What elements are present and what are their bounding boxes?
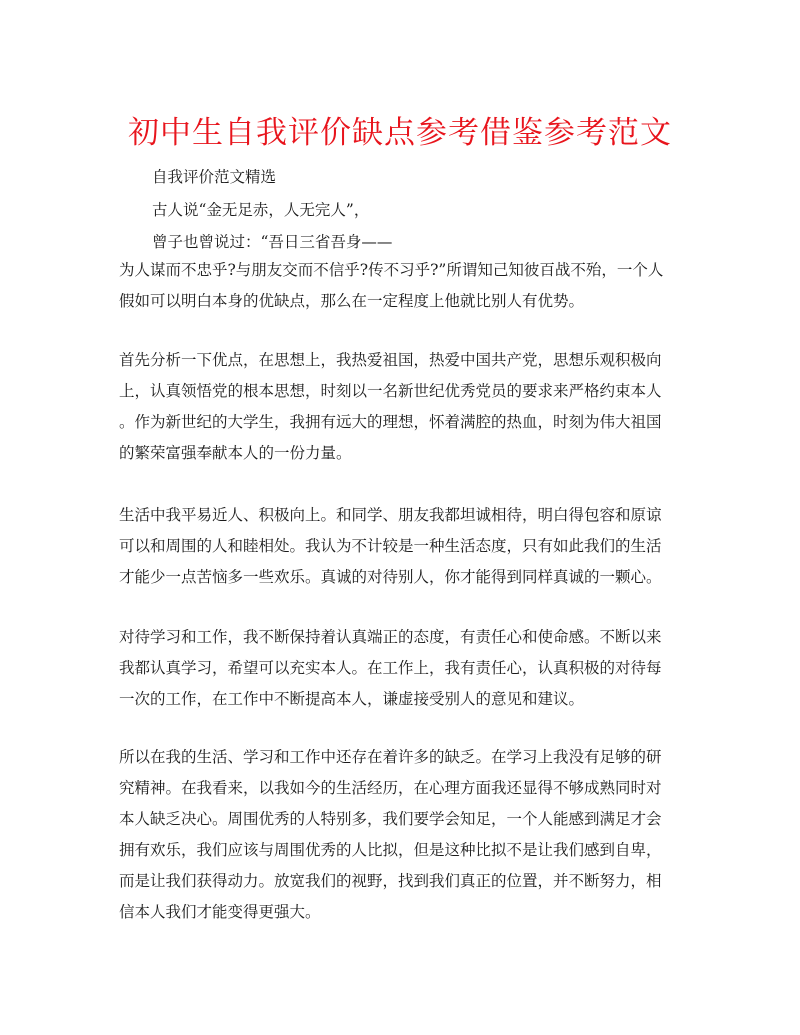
paragraph-line: 首先分析一下优点，在思想上，我热爱祖国，热爱中国共产党，思想乐观积极向 — [119, 351, 662, 369]
paragraph-line: 信本人我们才能变得更强大。 — [119, 903, 321, 921]
paragraph-line: 对待学习和工作，我不断保持着认真端正的态度，有责任心和使命感。不断以来 — [119, 628, 662, 646]
paragraph-line: 的繁荣富强奉献本人的一份力量。 — [119, 444, 352, 462]
paragraph — [119, 742, 679, 928]
intro-line: 曾子也曾说过：“吾日三省吾身—— — [152, 233, 393, 251]
intro-line: 自我评价范文精选 — [152, 168, 277, 186]
paragraph-line: 假如可以明白本身的优缺点，那么在一定程度上他就比别人有优势。 — [119, 292, 585, 310]
paragraph-line: 本人缺乏决心。周围优秀的人特别多，我们要学会知足，一个人能感到满足才会 — [119, 810, 662, 828]
paragraph — [119, 622, 679, 715]
paragraph-line: 才能少一点苦恼多一些欢乐。真诚的对待别人，你才能得到同样真诚的一颗心。 — [119, 568, 662, 586]
document-title: 初中生自我评价缺点参考借鉴参考范文 — [128, 115, 672, 151]
paragraph-line: 究精神。在我看来，以我如今的生活经历，在心理方面我还显得不够成熟同时对 — [119, 779, 662, 797]
paragraph-line: 上，认真领悟党的根本思想，时刻以一名新世纪优秀党员的要求来严格约束本人 — [119, 382, 662, 400]
paragraph-line: 一次的工作，在工作中不断提高本人，谦虚接受别人的意见和建议。 — [119, 690, 585, 708]
paragraph-line: 生活中我平易近人、积极向上。和同学、朋友我都坦诚相待，明白得包容和原谅 — [119, 506, 662, 524]
paragraph — [119, 345, 679, 469]
paragraph — [119, 500, 679, 593]
paragraph-line: 可以和周围的人和睦相处。我认为不计较是一种生活态度，只有如此我们的生活 — [119, 537, 662, 555]
paragraph-line: 而是让我们获得动力。放宽我们的视野，找到我们真正的位置，并不断努力，相 — [119, 872, 662, 890]
paragraph-line: 拥有欢乐，我们应该与周围优秀的人比拟，但是这种比拟不是让我们感到自卑， — [119, 841, 662, 859]
paragraph-line: 。作为新世纪的大学生，我拥有远大的理想，怀着满腔的热血，时刻为伟大祖国 — [119, 413, 662, 431]
paragraph — [119, 255, 679, 317]
paragraph-line: 所以在我的生活、学习和工作中还存在着许多的缺乏。在学习上我没有足够的研 — [119, 748, 662, 766]
paragraph-line: 我都认真学习，希望可以充实本人。在工作上，我有责任心，认真积极的对待每 — [119, 659, 662, 677]
intro-line: 古人说“金无足赤，人无完人”， — [152, 201, 370, 219]
paragraph-line: 为人谋而不忠乎?与朋友交而不信乎?传不习乎?”所谓知己知彼百战不殆，一个人 — [119, 261, 664, 279]
